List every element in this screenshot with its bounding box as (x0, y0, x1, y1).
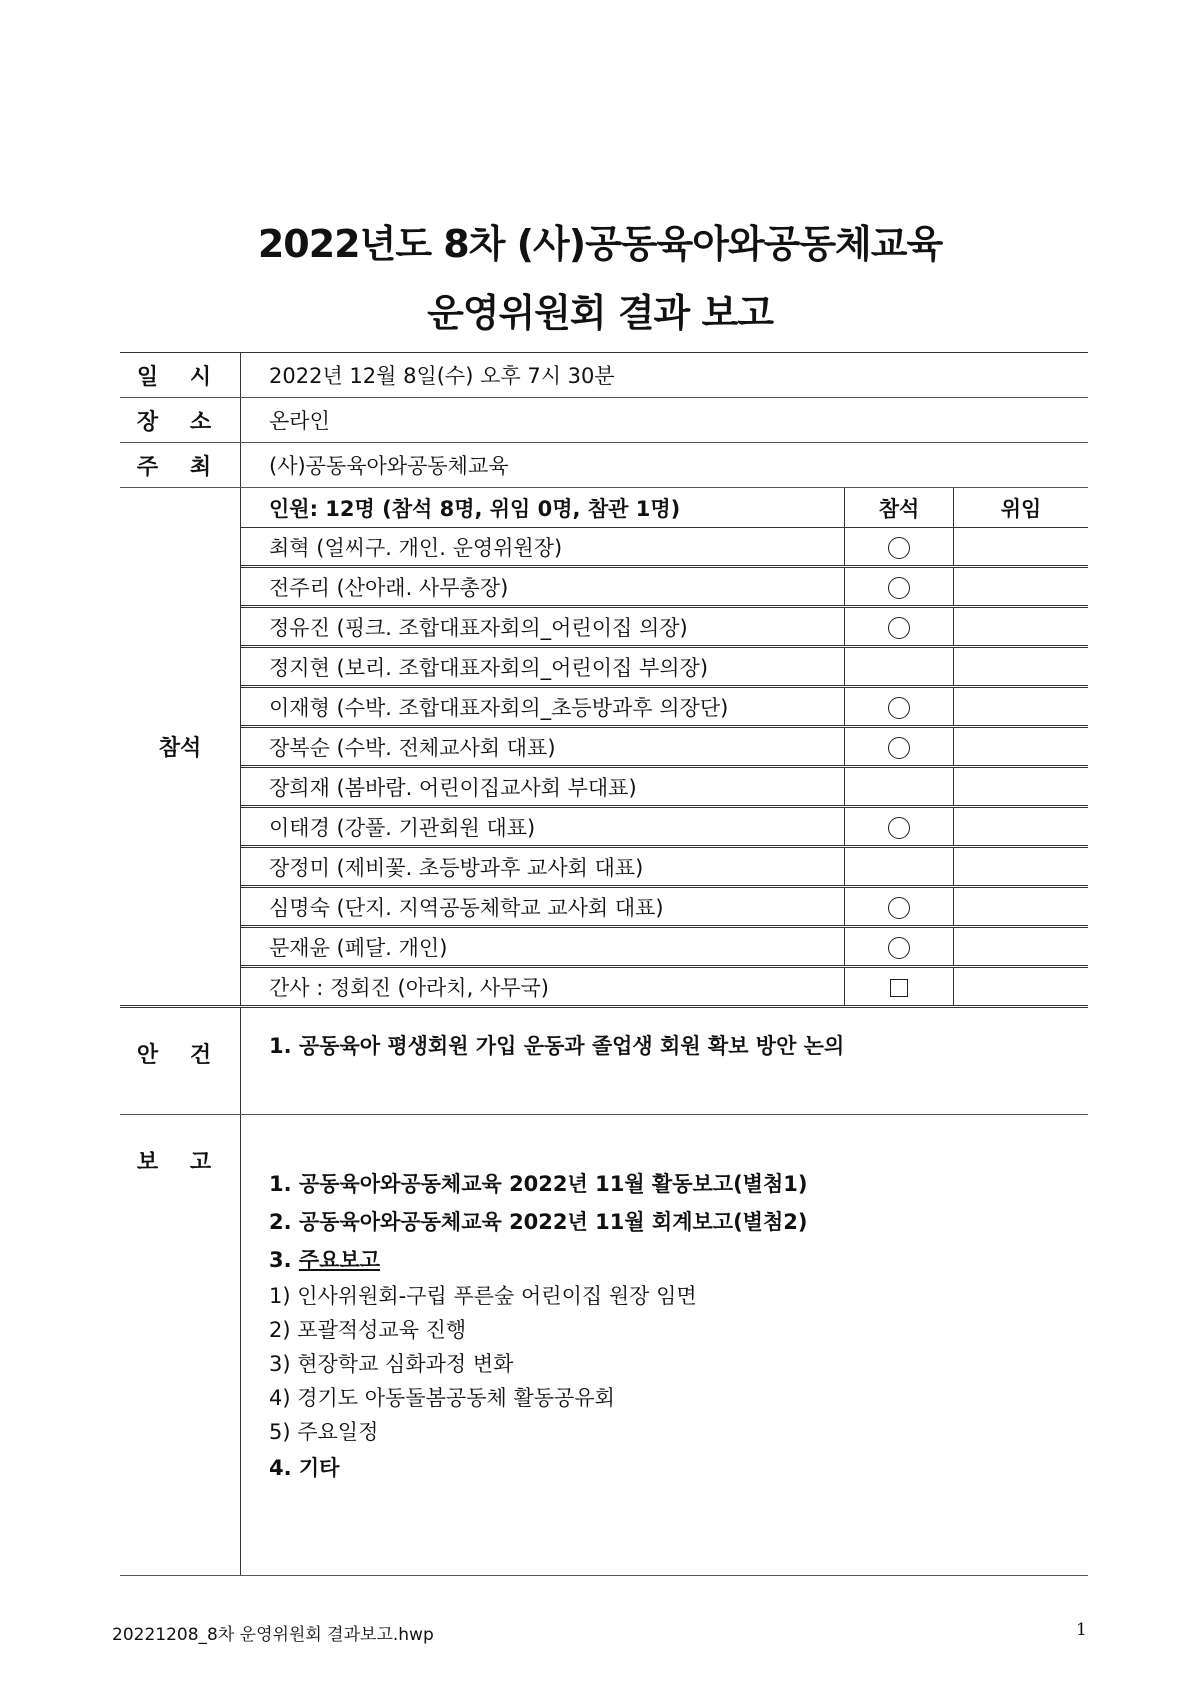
proxy-cell (954, 727, 1089, 767)
report-sub-5: 5) 주요일정 (269, 1420, 379, 1444)
attend-cell (845, 687, 954, 727)
report-item-3 (269, 1241, 1088, 1279)
doc-title-line2: 운영위원회 결과 보고 (427, 291, 773, 335)
attendance-row (241, 727, 1088, 767)
member-name: 이재형 (수박. 조합대표자회의_초등방과후 의장단) (241, 687, 845, 727)
report-item-2: 2. 공동육아와공동체교육 2022년 11월 회계보고(별첨2) (269, 1210, 808, 1234)
attendance-row (241, 528, 1088, 567)
attend-cell (845, 887, 954, 927)
attendance-row (241, 807, 1088, 847)
report-label: 보 고 (120, 1115, 241, 1576)
member-name: 장복순 (수박. 전체교사회 대표) (241, 727, 845, 767)
attendance-row (241, 887, 1088, 927)
report-item-4: 4. 기타 (269, 1456, 340, 1480)
date-value: 2022년 12월 8일(수) 오후 7시 30분 (241, 353, 1089, 398)
attendance-row (241, 767, 1088, 807)
report-sub-3: 3) 현장학교 심화과정 변화 (269, 1352, 514, 1376)
agenda-label: 안 건 (120, 1007, 241, 1115)
member-name: 이태경 (강풀. 기관회원 대표) (241, 807, 845, 847)
attend-circle-icon (888, 617, 910, 639)
attend-cell (845, 927, 954, 967)
attend-cell (845, 767, 954, 807)
attendance-summary: 인원: 12명 (참석 8명, 위임 0명, 참관 1명) (241, 488, 845, 528)
proxy-cell (954, 567, 1089, 607)
doc-title-line1: 2022년도 8차 (사)공동육아와공동체교육 (257, 222, 943, 266)
member-name: 심명숙 (단지. 지역공동체학교 교사회 대표) (241, 887, 845, 927)
attend-cell (845, 528, 954, 567)
proxy-cell (954, 807, 1089, 847)
place-value: 온라인 (241, 398, 1089, 443)
attendance-row (241, 847, 1088, 887)
attend-circle-icon (888, 737, 910, 759)
member-name: 장정미 (제비꽃. 초등방과후 교사회 대표) (241, 847, 845, 887)
attend-circle-icon (888, 577, 910, 599)
host-value: (사)공동육아와공동체교육 (241, 443, 1089, 488)
proxy-cell (954, 528, 1089, 567)
attend-cell (845, 847, 954, 887)
place-label: 장 소 (120, 398, 241, 443)
proxy-cell (954, 927, 1089, 967)
attend-cell (845, 727, 954, 767)
member-name: 정지현 (보리. 조합대표자회의_어린이집 부의장) (241, 647, 845, 687)
report-item-3-num: 3. (269, 1248, 299, 1272)
square-icon (890, 979, 908, 997)
attend-cell (845, 967, 954, 1006)
host-label: 주 최 (120, 443, 241, 488)
col-attend-header: 참석 (845, 488, 954, 528)
attend-cell (845, 567, 954, 607)
proxy-cell (954, 847, 1089, 887)
proxy-cell (954, 967, 1089, 1006)
attendance-label: 참석 (120, 488, 241, 1007)
attend-circle-icon (888, 537, 910, 559)
report-table (120, 352, 1088, 1576)
attendance-row (241, 567, 1088, 607)
member-name: 전주리 (산아래. 사무총장) (241, 567, 845, 607)
footer-filename: 20221208_8차 운영위원회 결과보고.hwp (112, 1625, 434, 1645)
report-item-1: 1. 공동육아와공동체교육 2022년 11월 활동보고(별첨1) (269, 1172, 808, 1196)
footer-page-number: 1 (1076, 1620, 1087, 1640)
agenda-item-1: 1. 공동육아 평생회원 가입 운동과 졸업생 회원 확보 방안 논의 (269, 1034, 845, 1058)
member-name: 정유진 (핑크. 조합대표자회의_어린이집 의장) (241, 607, 845, 647)
member-name: 장희재 (봄바람. 어린이집교사회 부대표) (241, 767, 845, 807)
member-name: 문재윤 (페달. 개인) (241, 927, 845, 967)
col-proxy-header: 위임 (954, 488, 1089, 528)
attend-cell (845, 647, 954, 687)
proxy-cell (954, 607, 1089, 647)
proxy-cell (954, 887, 1089, 927)
attendance-table (241, 488, 1088, 1005)
attendance-row (241, 687, 1088, 727)
attend-circle-icon (888, 817, 910, 839)
report-sub-1: 1) 인사위원회-구립 푸른숲 어린이집 원장 임면 (269, 1284, 697, 1308)
member-name: 최혁 (얼씨구. 개인. 운영위원장) (241, 528, 845, 567)
proxy-cell (954, 767, 1089, 807)
attend-circle-icon (888, 897, 910, 919)
report-sub-2: 2) 포괄적성교육 진행 (269, 1318, 467, 1342)
date-label: 일 시 (120, 353, 241, 398)
report-sub-4: 4) 경기도 아동돌봄공동체 활동공유회 (269, 1386, 615, 1410)
proxy-cell (954, 647, 1089, 687)
proxy-cell (954, 687, 1089, 727)
attend-circle-icon (888, 697, 910, 719)
attend-cell (845, 807, 954, 847)
attendance-row (241, 927, 1088, 967)
attendance-row (241, 647, 1088, 687)
attend-circle-icon (888, 937, 910, 959)
attendance-row (241, 607, 1088, 647)
attendance-row (241, 967, 1088, 1006)
member-name: 간사 : 정회진 (아라치, 사무국) (269, 975, 549, 1000)
attend-cell (845, 607, 954, 647)
report-item-3-text: 주요보고 (298, 1248, 381, 1272)
